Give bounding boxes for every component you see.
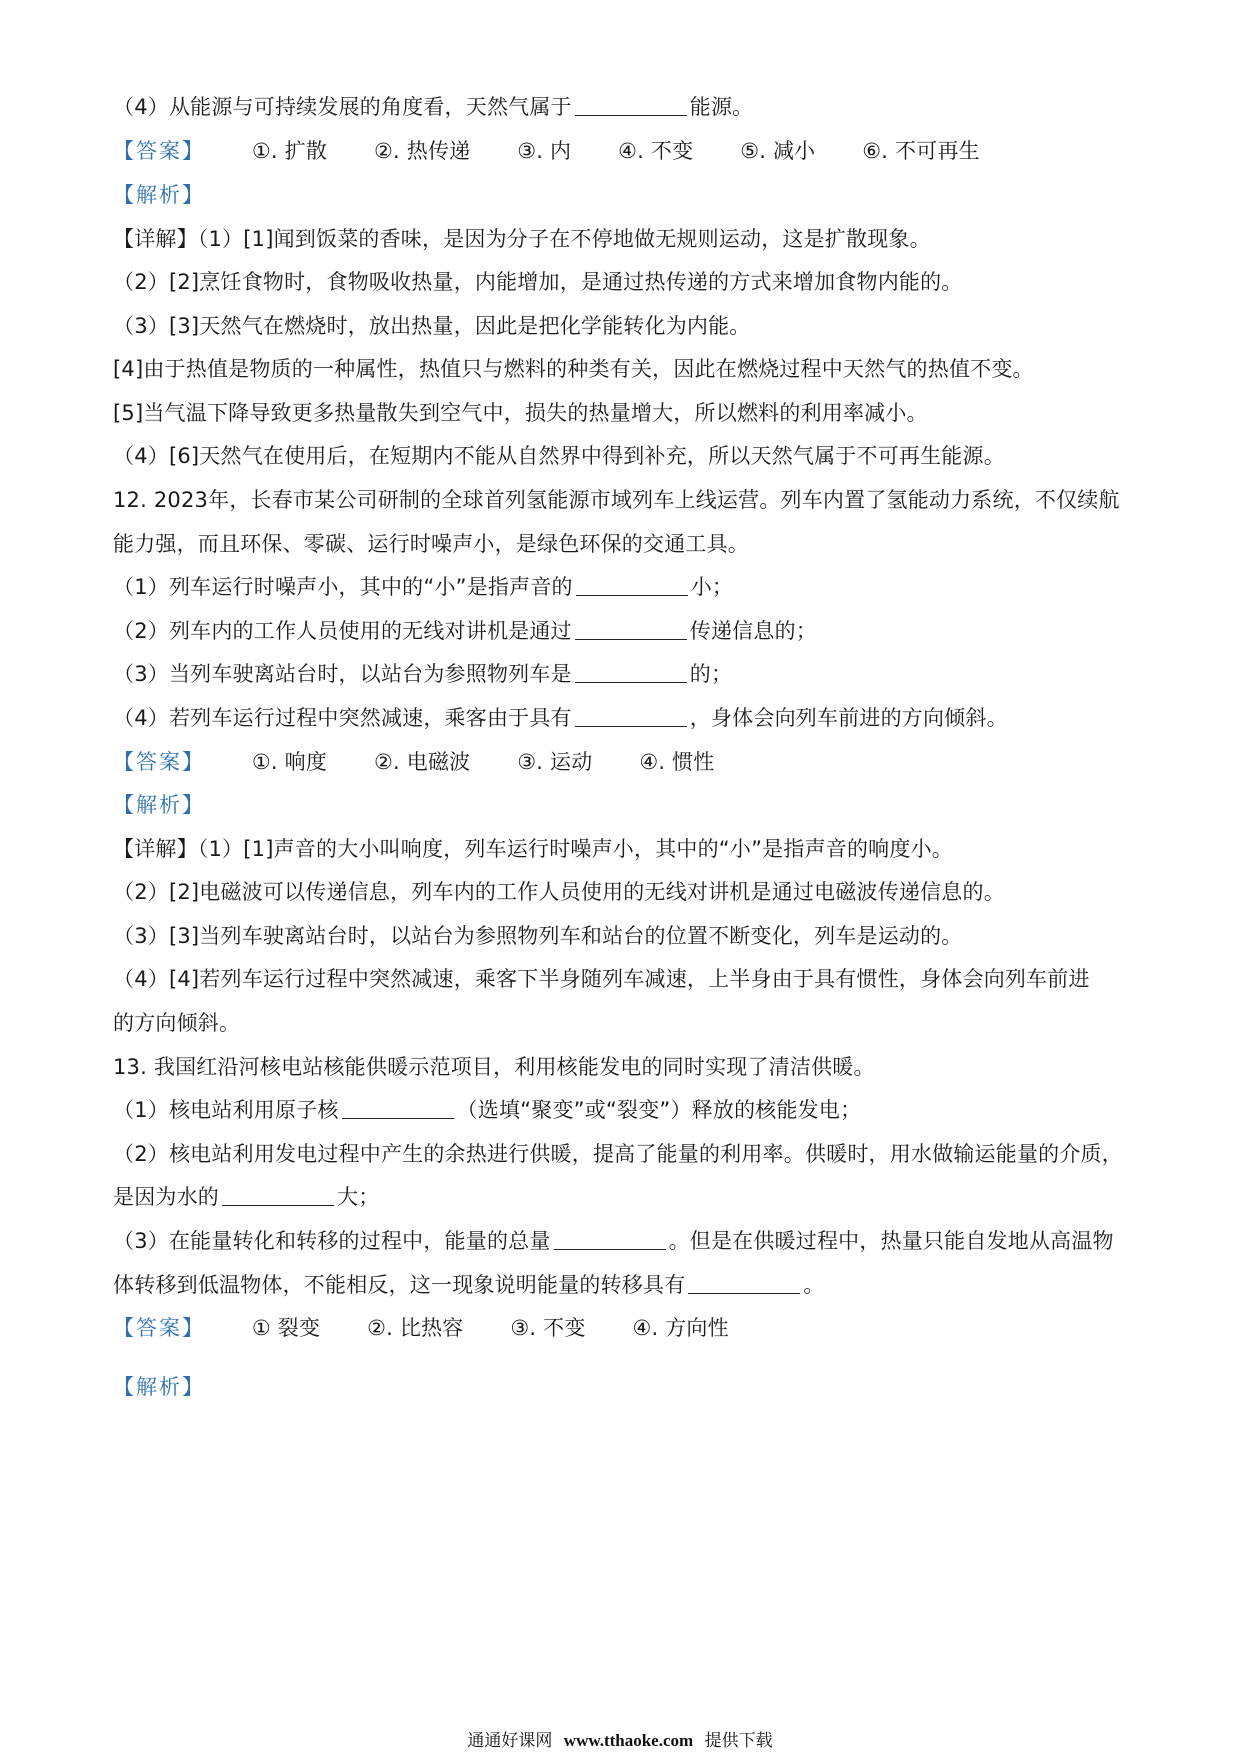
page-footer xyxy=(0,1726,1240,1751)
footer-suffix: 提供下载 xyxy=(704,1731,773,1751)
q13-analysis-label: 【解析】 xyxy=(113,1375,205,1399)
footer-site: 通通好课网 xyxy=(467,1731,553,1751)
q12-stem-line: 能力强，而且环保、零碳、运行时噪声小，是绿色环保的交通工具。 xyxy=(113,532,749,556)
q12-part1: （1）列车运行时噪声小，其中的“小”是指声音的 小； xyxy=(113,575,734,599)
answer-item: ②. 比热容 xyxy=(367,1316,464,1340)
q13-part2: 是因为水的 大； xyxy=(113,1185,380,1209)
answer-label: 【答案】 xyxy=(113,1316,205,1340)
answer-item: ④. 惯性 xyxy=(639,750,715,774)
answer-blank xyxy=(688,1271,800,1294)
answer-item: ⑤. 减小 xyxy=(740,139,816,163)
q13-stem: 13. 我国红沿河核电站核能供暖示范项目，利用核能发电的同时实现了清洁供暖。 xyxy=(113,1055,875,1079)
q12-part2: （2）列车内的工作人员使用的无线对讲机是通过 传递信息的； xyxy=(113,619,817,643)
answer-item: ④. 方向性 xyxy=(632,1316,729,1340)
answer-item: ①. 扩散 xyxy=(251,139,328,163)
q11-analysis-label: 【解析】 xyxy=(113,183,205,207)
q13-part2-line: （2）核电站利用发电过程中产生的余热进行供暖，提高了能量的利用率。供暖时，用水做输运能量的介质， xyxy=(113,1142,1123,1166)
answer-item: ②. 电磁波 xyxy=(373,750,471,774)
answer-blank xyxy=(575,617,687,640)
q11-detail-line: （4）[6]天然气在使用后，在短期内不能从自然界中得到补充，所以天然气属于不可再生能源。 xyxy=(113,444,1005,468)
q11-detail-line: 【详解】（1）[1]闻到饭菜的香味，是因为分子在不停地做无规则运动，这是扩散现象。 xyxy=(113,227,931,251)
answer-blank xyxy=(554,1227,666,1250)
q11-detail-line: [5]当气温下降导致更多热量散失到空气中，损失的热量增大，所以燃料的利用率减小。 xyxy=(113,401,928,425)
q12-detail-line: 【详解】（1）[1]声音的大小叫响度，列车运行时噪声小，其中的“小”是指声音的响度小。 xyxy=(113,837,953,861)
footer-url[interactable]: www.tthaoke.com xyxy=(563,1731,694,1750)
answer-blank xyxy=(575,704,687,727)
q12-part3: （3）当列车驶离站台时，以站台为参照物列车是 的； xyxy=(113,662,733,686)
answer-blank xyxy=(575,93,687,116)
q12-detail-line: （3）[3]当列车驶离站台时，以站台为参照物列车和站台的位置不断变化，列车是运动的。 xyxy=(113,924,963,948)
q13-part3: （3）在能量转化和转移的过程中，能量的总量 。但是在供暖过程中，热量只能自发地从高温物 xyxy=(113,1229,1114,1253)
q12-detail-line: （2）[2]电磁波可以传递信息，列车内的工作人员使用的无线对讲机是通过电磁波传递信息的。 xyxy=(113,880,1005,904)
answer-item: ③. 不变 xyxy=(510,1316,586,1340)
q12-part4: （4）若列车运行过程中突然减速，乘客由于具有 ，身体会向列车前进的方向倾斜。 xyxy=(113,706,1008,730)
q11-detail-line: （2）[2]烹饪食物时，食物吸收热量，内能增加，是通过热传递的方式来增加食物内能的。 xyxy=(113,270,963,294)
q13-part3-line2: 体转移到低温物体，不能相反，这一现象说明能量的转移具有 。 xyxy=(113,1273,825,1297)
q12-detail-line: 的方向倾斜。 xyxy=(113,1011,241,1035)
answer-item: ④. 不变 xyxy=(618,139,694,163)
q12-stem-line: 12. 2023年，长春市某公司研制的全球首列氢能源市域列车上线运营。列车内置了氢能动力系统，不仅续航 xyxy=(113,488,1120,512)
answer-item: ⑥. 不可再生 xyxy=(862,139,980,163)
answer-item: ③. 内 xyxy=(517,139,572,163)
answer-blank xyxy=(222,1183,334,1206)
answer-item: ①. 响度 xyxy=(251,750,328,774)
answer-label: 【答案】 xyxy=(113,139,205,163)
answer-label: 【答案】 xyxy=(113,750,205,774)
q12-analysis-label: 【解析】 xyxy=(113,793,205,817)
q12-detail-line: （4）[4]若列车运行过程中突然减速，乘客下半身随列车减速，上半身由于具有惯性，身体会向列车前进 xyxy=(113,967,1090,991)
q12-answer-row xyxy=(113,747,1140,777)
q11-detail-line: （3）[3]天然气在燃烧时，放出热量，因此是把化学能转化为内能。 xyxy=(113,314,751,338)
answer-blank xyxy=(576,573,688,596)
q11-answer-row xyxy=(113,136,1140,166)
answer-blank xyxy=(342,1096,454,1119)
answer-blank xyxy=(575,660,687,683)
q13-part1: （1）核电站利用原子核 （选填“聚变”或“裂变”）释放的核能发电； xyxy=(113,1098,862,1122)
answer-item: ②. 热传递 xyxy=(373,139,471,163)
q11-part4: （4）从能源与可持续发展的角度看，天然气属于 能源。 xyxy=(113,95,754,119)
q13-answer-row xyxy=(113,1313,1140,1343)
answer-item: ① 裂变 xyxy=(251,1316,321,1340)
answer-item: ③. 运动 xyxy=(517,750,593,774)
q11-detail-line: [4]由于热值是物质的一种属性，热值只与燃料的种类有关，因此在燃烧过程中天然气的热值不变。 xyxy=(113,357,1034,381)
